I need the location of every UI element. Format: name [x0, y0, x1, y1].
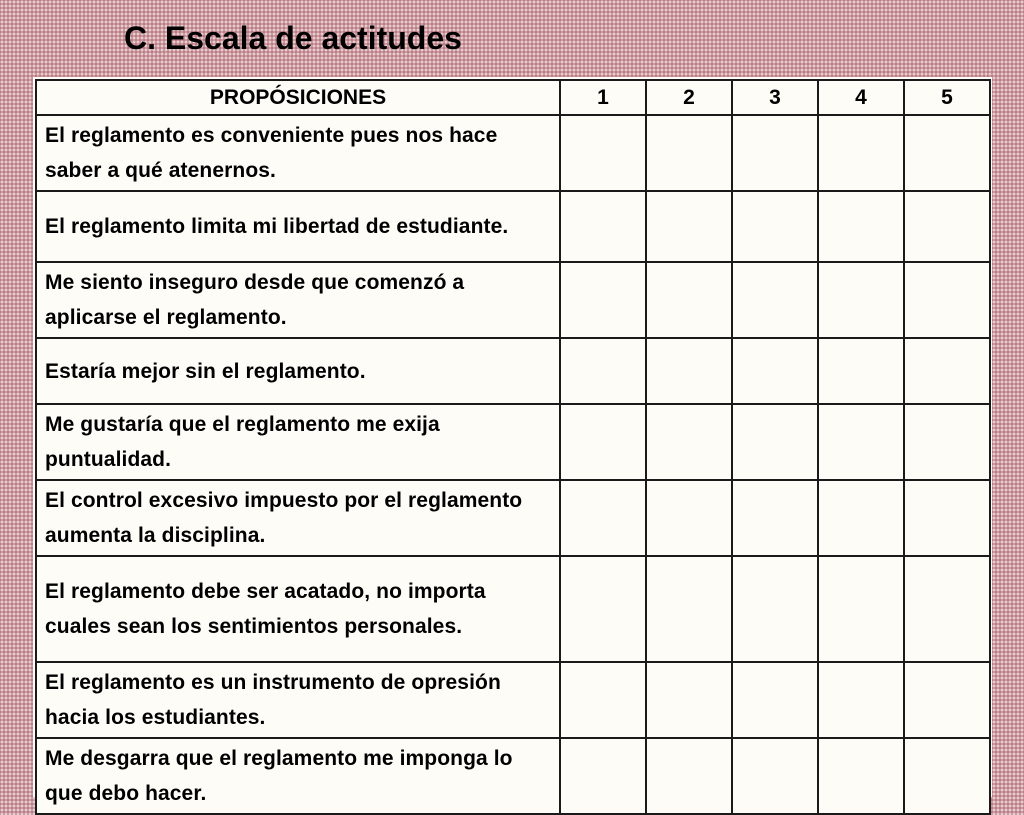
proposition-text: Me desgarra que el reglamento me imponga lo que debo hacer. — [36, 738, 560, 814]
score-cell-2[interactable] — [646, 404, 732, 480]
score-cell-2[interactable] — [646, 262, 732, 338]
score-cell-2[interactable] — [646, 338, 732, 404]
header-propositions: PROPÓSICIONES — [36, 80, 560, 115]
page-title: C. Escala de actitudes — [124, 20, 462, 56]
score-cell-1[interactable] — [560, 115, 646, 191]
table-row — [36, 556, 990, 662]
score-cell-5[interactable] — [904, 338, 990, 404]
table-row — [36, 404, 990, 480]
score-cell-4[interactable] — [818, 338, 904, 404]
proposition-text: Me siento inseguro desde que comenzó a aplicarse el reglamento. — [36, 262, 560, 338]
table-row — [36, 480, 990, 556]
score-cell-2[interactable] — [646, 191, 732, 262]
score-cell-4[interactable] — [818, 262, 904, 338]
score-cell-3[interactable] — [732, 480, 818, 556]
score-cell-1[interactable] — [560, 191, 646, 262]
score-cell-5[interactable] — [904, 191, 990, 262]
proposition-text: El reglamento es un instrumento de opresión hacia los estudiantes. — [36, 662, 560, 738]
score-cell-5[interactable] — [904, 404, 990, 480]
score-cell-3[interactable] — [732, 338, 818, 404]
header-score-3: 3 — [732, 80, 818, 115]
score-cell-2[interactable] — [646, 662, 732, 738]
score-cell-4[interactable] — [818, 115, 904, 191]
score-cell-3[interactable] — [732, 191, 818, 262]
score-cell-3[interactable] — [732, 404, 818, 480]
score-cell-3[interactable] — [732, 738, 818, 814]
score-cell-3[interactable] — [732, 115, 818, 191]
score-cell-4[interactable] — [818, 662, 904, 738]
score-cell-4[interactable] — [818, 480, 904, 556]
score-cell-4[interactable] — [818, 738, 904, 814]
proposition-text: Me gustaría que el reglamento me exija puntualidad. — [36, 404, 560, 480]
proposition-text: El reglamento es conveniente pues nos hace saber a qué atenernos. — [36, 115, 560, 191]
header-score-5: 5 — [904, 80, 990, 115]
score-cell-1[interactable] — [560, 556, 646, 662]
score-cell-2[interactable] — [646, 480, 732, 556]
score-cell-3[interactable] — [732, 662, 818, 738]
score-cell-4[interactable] — [818, 191, 904, 262]
proposition-text: El control excesivo impuesto por el reglamento aumenta la disciplina. — [36, 480, 560, 556]
table-row — [36, 662, 990, 738]
score-cell-3[interactable] — [732, 556, 818, 662]
score-cell-1[interactable] — [560, 262, 646, 338]
score-cell-1[interactable] — [560, 480, 646, 556]
score-cell-5[interactable] — [904, 556, 990, 662]
score-cell-3[interactable] — [732, 262, 818, 338]
table-row — [36, 191, 990, 262]
header-score-4: 4 — [818, 80, 904, 115]
proposition-text: Estaría mejor sin el reglamento. — [36, 338, 560, 404]
proposition-text: El reglamento debe ser acatado, no importa cuales sean los sentimientos personales. — [36, 556, 560, 662]
score-cell-4[interactable] — [818, 556, 904, 662]
score-cell-2[interactable] — [646, 738, 732, 814]
table-row — [36, 738, 990, 814]
attitude-scale-table — [35, 79, 991, 815]
score-cell-5[interactable] — [904, 480, 990, 556]
proposition-text: El reglamento limita mi libertad de estudiante. — [36, 191, 560, 262]
header-score-1: 1 — [560, 80, 646, 115]
table-row — [36, 262, 990, 338]
score-cell-1[interactable] — [560, 338, 646, 404]
score-cell-5[interactable] — [904, 262, 990, 338]
score-cell-1[interactable] — [560, 662, 646, 738]
score-cell-1[interactable] — [560, 738, 646, 814]
score-cell-2[interactable] — [646, 556, 732, 662]
score-cell-2[interactable] — [646, 115, 732, 191]
score-cell-5[interactable] — [904, 662, 990, 738]
header-row — [36, 80, 990, 115]
table-row — [36, 338, 990, 404]
score-cell-4[interactable] — [818, 404, 904, 480]
score-cell-5[interactable] — [904, 738, 990, 814]
score-cell-1[interactable] — [560, 404, 646, 480]
table-row — [36, 115, 990, 191]
score-cell-5[interactable] — [904, 115, 990, 191]
header-score-2: 2 — [646, 80, 732, 115]
